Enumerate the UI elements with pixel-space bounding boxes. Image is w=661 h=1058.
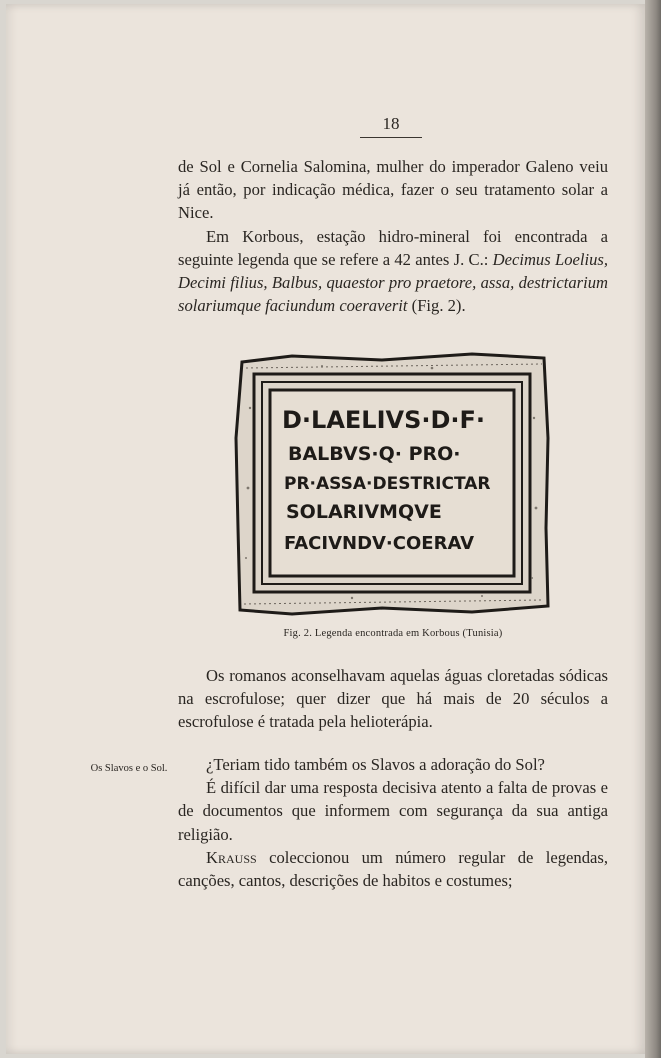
figure-caption: Fig. 2. Legenda encontrada em Korbous (Tunisia) bbox=[283, 628, 503, 639]
paragraph-korbous bbox=[178, 225, 608, 318]
paragraph-romanos: Os romanos aconselhavam aquelas águas cloretadas sódicas na escrofulose; quer dizer que há mais de 20 séculos a escrofulose é tratada pela helioterápia. bbox=[178, 666, 608, 732]
paragraph-krauss bbox=[178, 846, 608, 892]
margin-note: Os Slavos e o Sol. bbox=[90, 763, 168, 774]
paragraph-slavos-question: ¿Teriam tido também os Slavos a adoração do Sol? bbox=[206, 755, 545, 774]
inscription-line-2: BALBVS·Q· PRO· bbox=[288, 443, 461, 465]
author-name-krauss: Krauss bbox=[206, 847, 257, 867]
book-spine-shadow bbox=[645, 0, 661, 1058]
figure-reference: (Fig. 2). bbox=[411, 296, 466, 316]
paragraph-slavos-answer: É difícil dar uma resposta decisiva atento a falta de provas e de documentos que informem com segurança da sua antiga religião. bbox=[178, 778, 608, 844]
latin-inscription-text: Decimus Loelius, Decimi filius, Balbus, quaestor pro praetore, assa, destrictarium solariumque faciundum coeraverit bbox=[178, 249, 608, 316]
paragraph-sol-cornelia: de Sol e Cornelia Salomina, mulher do imperador Galeno veiu já então, por indicação médica, fazer o seu tratamento solar a Nice. bbox=[178, 157, 608, 223]
text-block-romanos bbox=[178, 664, 608, 734]
text-block-top bbox=[178, 155, 608, 317]
text-block-slavos bbox=[178, 753, 608, 892]
inscription-line-4: SOLARIVMQVE bbox=[286, 501, 442, 523]
page-number-rule bbox=[360, 137, 422, 138]
inscription-line-5: FACIVNDV·COERAV bbox=[284, 533, 475, 554]
krauss-text: coleccionou um número regular de legendas, canções, cantos, descrições de habitos e costumes; bbox=[178, 847, 608, 891]
inscription-stone-figure bbox=[232, 348, 550, 618]
inscription-line-3: PR·ASSA·DESTRICTAR bbox=[284, 474, 491, 494]
korbous-intro: Em Korbous, estação hidro-mineral foi encontrada a seguinte legenda que se refere a 42 antes J. C.: bbox=[178, 226, 608, 269]
page-number: 18 bbox=[382, 114, 400, 133]
inscription-line-1: D·LAELIVS·D·F· bbox=[282, 406, 486, 434]
book-page bbox=[6, 4, 646, 1054]
